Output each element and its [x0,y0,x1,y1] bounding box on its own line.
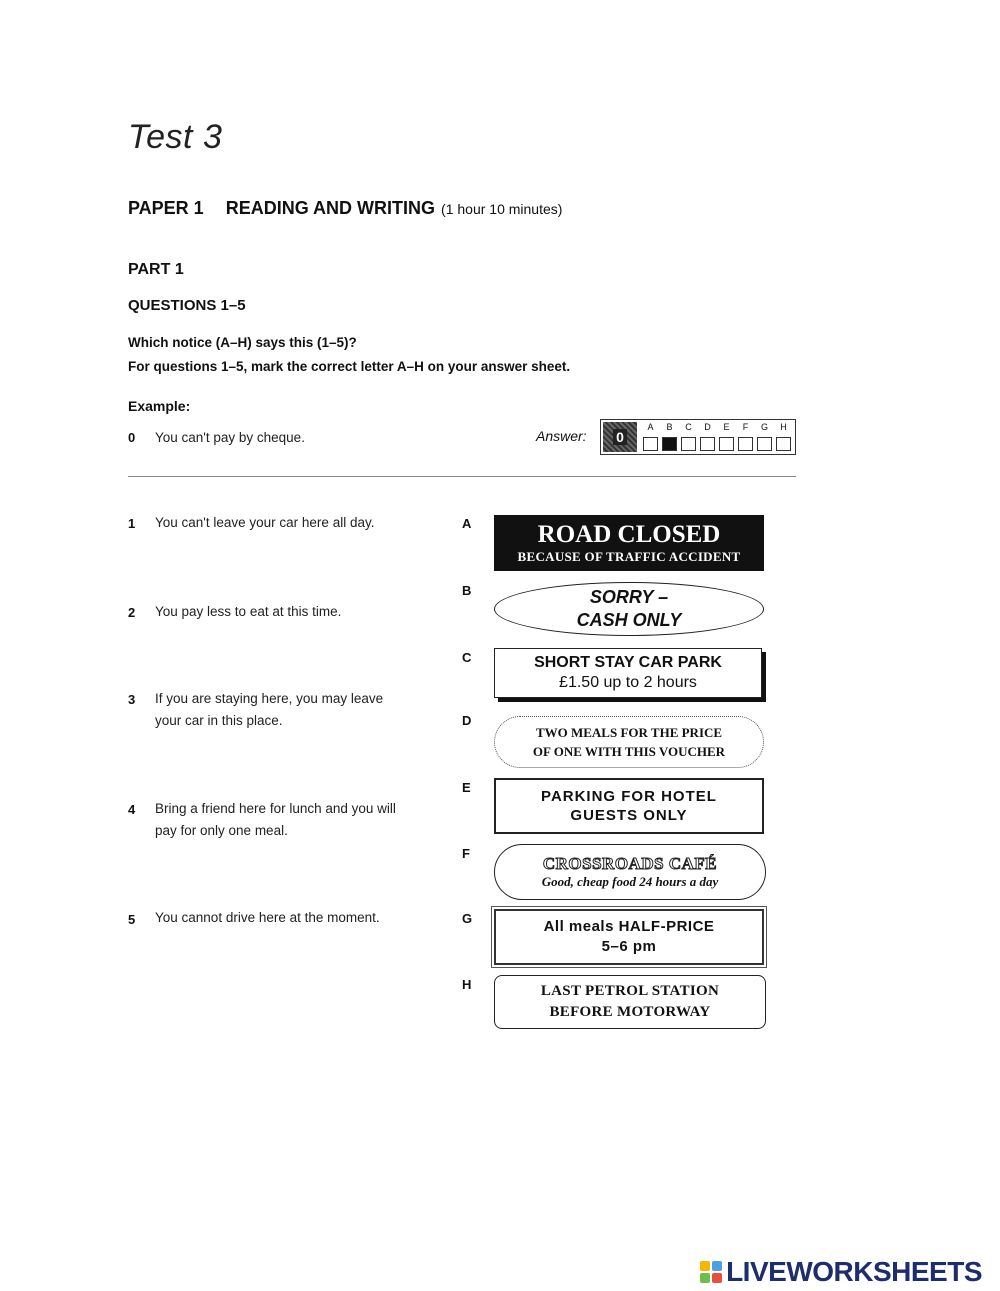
question-number: 4 [128,802,136,817]
notice-line: LAST PETROL STATION [540,983,720,999]
answer-letter: A [647,422,654,432]
notice-line: PARKING FOR HOTEL [541,788,717,805]
notice-line: CROSSROADS CAFÉ [542,854,718,873]
answer-box[interactable] [776,437,791,451]
notice-line: GUESTS ONLY [570,807,688,824]
answer-label: Answer: [536,428,587,444]
notice-line: SORRY – [589,587,669,607]
notice-line: Good, cheap food 24 hours a day [541,874,719,889]
notice-letter: G [462,911,473,926]
question-text: Bring a friend here for lunch and you will [155,801,396,816]
notice-line: BEFORE MOTORWAY [549,1004,711,1020]
notice-letter: A [462,516,472,531]
answer-box[interactable] [757,437,772,451]
question-text: pay for only one meal. [155,823,288,838]
answer-box[interactable] [681,437,696,451]
answer-box[interactable] [643,437,658,451]
notice-c [494,648,762,698]
notice-a [494,515,764,571]
answer-letter: F [742,422,749,432]
answer-boxes [643,437,791,451]
instruction-line: Which notice (A–H) says this (1–5)? [128,335,357,350]
question-number: 5 [128,912,136,927]
notice-f [494,844,766,900]
question-text: You can't leave your car here all day. [155,515,375,530]
paper-duration: (1 hour 10 minutes) [441,201,563,217]
notice-line: OF ONE WITH THIS VOUCHER [532,744,726,759]
instruction-line: For questions 1–5, mark the correct letter A–H on your answer sheet. [128,359,571,374]
notice-b [494,582,764,636]
notice-line: TWO MEALS FOR THE PRICE [535,725,723,740]
brand-icon [700,1261,722,1283]
notice-line: SHORT STAY CAR PARK [534,654,722,671]
notice-line: CASH ONLY [576,610,682,630]
notice-line: BECAUSE OF TRAFFIC ACCIDENT [517,549,741,564]
answer-grid [600,419,796,455]
notice-letter: F [462,846,470,861]
question-text: your car in this place. [155,713,283,728]
question-text: You pay less to eat at this time. [155,604,342,619]
questions-heading: QUESTIONS 1–5 [128,297,246,314]
notice-line: 5–6 pm [601,938,657,955]
answer-letter: C [685,422,692,432]
notice-letter: C [462,650,472,665]
example-heading: Example: [128,398,191,414]
question-number: 2 [128,605,136,620]
notice-line: £1.50 up to 2 hours [559,674,697,691]
example-text: You can't pay by cheque. [155,430,305,445]
notice-d [494,716,764,768]
brand-name: LIVEWORKSHEETS [726,1256,982,1287]
notice-line: ROAD CLOSED [537,521,721,548]
answer-number-box [603,422,637,452]
question-number: 3 [128,692,136,707]
notice-line: All meals HALF-PRICE [543,918,715,935]
notice-letter: E [462,780,471,795]
paper-name: READING AND WRITING [225,198,436,218]
answer-letter: H [780,422,787,432]
question-number: 1 [128,516,136,531]
answer-box[interactable] [700,437,715,451]
answer-letter: B [666,422,673,432]
brand-logo [700,1256,982,1288]
notice-letter: B [462,583,472,598]
answer-box-selected[interactable] [662,437,677,451]
answer-letters [643,422,791,432]
answer-box[interactable] [719,437,734,451]
paper-heading [128,198,562,219]
answer-box[interactable] [738,437,753,451]
notice-letter: D [462,713,472,728]
answer-letter: G [760,422,768,432]
question-text: You cannot drive here at the moment. [155,910,380,925]
example-number: 0 [128,430,136,445]
notice-h [494,975,766,1029]
test-title: Test 3 [128,118,223,156]
answer-letter: D [704,422,711,432]
notice-e [494,778,764,834]
divider [128,476,796,477]
question-text: If you are staying here, you may leave [155,691,384,706]
part-heading: PART 1 [128,261,184,278]
paper-label: PAPER 1 [128,198,204,218]
notice-letter: H [462,977,472,992]
answer-number: 0 [613,429,627,445]
answer-letter: E [723,422,730,432]
notice-g [494,909,764,965]
